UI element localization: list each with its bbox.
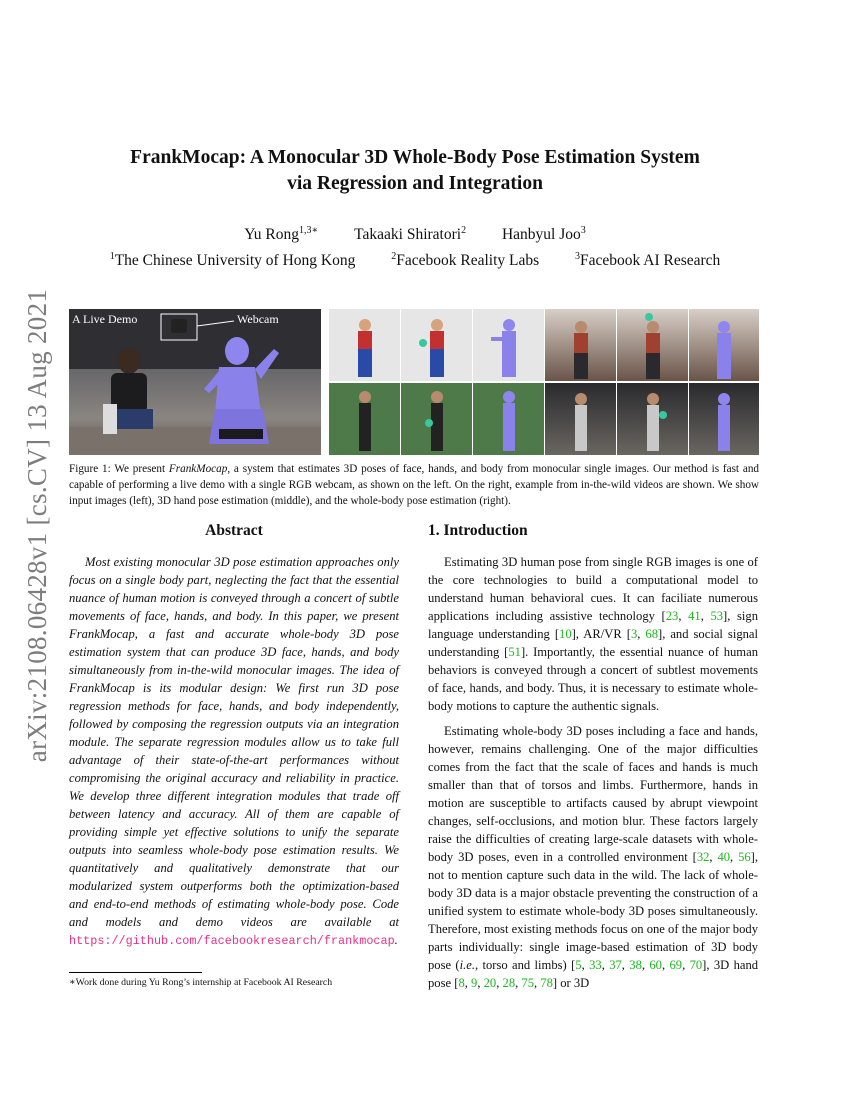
title-line-1: FrankMocap: A Monocular 3D Whole-Body Pose Estimation System	[130, 147, 700, 168]
live-demo-illustration	[69, 309, 321, 455]
result-image-green-body	[473, 383, 544, 455]
result-image-mario-hands	[401, 309, 472, 381]
abstract-heading: Abstract	[205, 522, 263, 539]
citation[interactable]: 70	[689, 958, 703, 972]
figure-caption: Figure 1: We present FrankMocap, a system that estimates 3D poses of face, hands, and body from monocular single images. Our method is fast and capable of performing a live demo with a single RGB webcam, as shown on the left. On the right, example from in-the-wild videos are shown. We show input images (left), 3D hand pose estimation (middle), and the whole-body pose estimation (right).	[69, 463, 760, 507]
webcam-label: Webcam	[237, 312, 279, 326]
title-line-2: via Regression and Integration	[287, 173, 543, 194]
citation[interactable]: 3	[630, 627, 638, 641]
live-demo-label: A Live Demo	[72, 312, 138, 326]
citation[interactable]: 69	[669, 958, 683, 972]
citation[interactable]: 10	[559, 627, 572, 641]
result-image-street-hands	[617, 383, 688, 455]
intro-body	[428, 553, 758, 999]
citation[interactable]: 8	[458, 976, 465, 990]
footnote-rule	[69, 972, 202, 973]
intro-heading: 1. Introduction	[428, 522, 528, 539]
intro-paragraph-2: Estimating whole-body 3D poses including a face and hands, however, remains challenging. One of the major difficulties comes from the fact that the scale of faces and hands is much smaller than that of torsos and limbs. Furthermore, hands in motion are susceptible to artifacts caused by abrupt viewpoint changes, self-occlusions, and motion blur. These factors largely raise the difficulties of creating large-scale datasets with whole-body 3D poses, even in a controlled environment [32, 40, 56], not to mention capture such data in the wild. The lack of whole-body 3D data is a major obstacle preventing the construction of a unified system to estimate whole-body 3D poses simultaneously. Therefore, most existing methods focus on one of the major body parts individually: single image-based estimation of 3D body pose (i.e., torso and limbs) [5, 33, 37, 38, 60, 69, 70], 3D hand pose [8, 9, 20, 28, 75, 78] or 3D	[428, 724, 759, 990]
citation[interactable]: 56	[738, 850, 751, 864]
result-image-green-input	[329, 383, 400, 455]
result-image-dance-input	[545, 309, 616, 381]
paper-title	[60, 145, 770, 197]
citation[interactable]: 28	[502, 976, 516, 990]
affiliation: $^3$Facebook AI Research	[575, 251, 721, 270]
citation[interactable]: 37	[609, 958, 622, 972]
citation[interactable]: 33	[589, 958, 602, 972]
intro-paragraph-1: Estimating 3D human pose from single RGB images is one of the core technologies to build a computational model to understand human behavioral cues. It can faciliate numerous applications including assistive technology [23, 41, 53], sign language understanding [10], AR/VR [3, 68], and social signal understanding [51]. Importantly, the essential nuance of human behaviors is conveyed through a concert of subtlest movements of face, hands, and body. Thus, it is necessary to estimate whole-body motions to capture the authentic signals.	[428, 555, 758, 713]
citation[interactable]: 9	[471, 976, 478, 990]
author-list	[60, 225, 770, 244]
author: Hanbyul Joo$^3$	[501, 225, 586, 244]
footnote: ∗Work done during Yu Rong’s internship at Facebook AI Research	[69, 977, 333, 988]
result-image-street-body	[689, 383, 759, 455]
system-name: FrankMocap	[168, 463, 228, 475]
author: Takaaki Shiratori$^2$	[354, 225, 467, 244]
citation[interactable]: 41	[688, 609, 701, 623]
citation[interactable]: 51	[508, 645, 521, 659]
citation[interactable]: 32	[696, 850, 710, 864]
abstract-body: Most existing monocular 3D pose estimation approaches only focus on a single body part, neglecting the fact that the essential nuance of human motion is conveyed through a concert of subtle movements of face, hands, and body. In this paper, we present FrankMocap, a fast and accurate whole-body 3D pose estimation system that can produce 3D face, hands, and body simultaneously from in-the-wild monocular images. The idea of FrankMocap is its modular design: We first run 3D pose regression methods for face, hands, and body independently, followed by composing the regression outputs via an integration module. The separate regression modules allow us to take full advantage of their state-of-the-art performances without compromising the original accuracy and reliability in practice. We develop three different integration modules that trade off between latency and accuracy. All of them are capable of providing simple yet effective solutions to unify the separate outputs into seamless whole-body pose estimation results. We quantitatively and qualitatively demonstrate that our modularized system outperforms both the optimization-based and end-to-end methods of estimating whole-body pose. Code and models and demo videos are available at https://github.com/facebookresearch/frankmocap.	[69, 555, 399, 948]
citation[interactable]: 20	[483, 976, 497, 990]
result-image-dance-body	[689, 309, 759, 381]
citation[interactable]: 23	[665, 609, 679, 623]
affiliation: $^1$The Chinese University of Hong Kong	[109, 251, 356, 270]
citation[interactable]: 40	[717, 850, 731, 864]
citation[interactable]: 75	[521, 976, 534, 990]
citation[interactable]: 68	[645, 627, 658, 641]
arxiv-stamp	[18, 288, 58, 762]
result-image-street-input	[545, 383, 616, 455]
citation[interactable]: 78	[540, 976, 553, 990]
live-demo-image	[69, 309, 321, 455]
author: Yu Rong$^{1,3∗}$	[244, 225, 319, 244]
citation-group-body: 5, 33, 37, 38, 60, 69, 70	[575, 958, 703, 972]
caption-prefix: Figure 1:	[69, 463, 111, 475]
result-image-mario-body	[473, 309, 544, 381]
citation[interactable]: 5	[575, 958, 582, 972]
figure-1	[69, 309, 759, 456]
citation-group-hand: 8, 9, 20, 28, 75, 78	[458, 976, 553, 990]
arxiv-id: arXiv:2108.06428v1 [cs.CV] 13 Aug 2021	[22, 288, 53, 762]
result-image-dance-hands	[617, 309, 688, 381]
result-image-green-hands	[401, 383, 472, 455]
result-image-mario-input	[329, 309, 400, 381]
citation[interactable]: 60	[649, 958, 662, 972]
github-link[interactable]: https://github.com/facebookresearch/frankmocap	[69, 934, 395, 948]
citation[interactable]: 38	[629, 958, 642, 972]
citation[interactable]: 53	[710, 609, 724, 623]
affiliation-list	[60, 251, 770, 270]
affiliation: $^2$Facebook Reality Labs	[391, 251, 540, 270]
